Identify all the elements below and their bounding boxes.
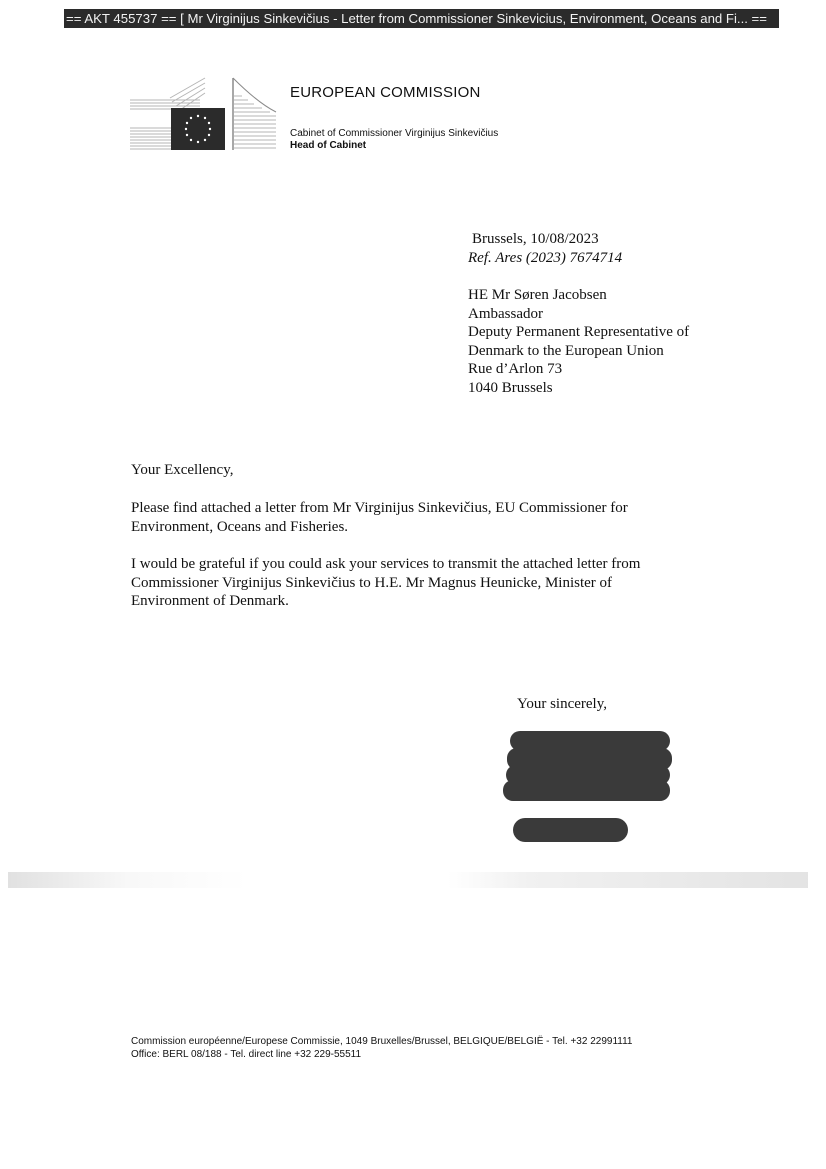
- recipient-address: [468, 286, 689, 398]
- salutation: Your Excellency,: [131, 462, 234, 478]
- footer-office: Office: BERL 08/188 - Tel. direct line +32 229-55511: [131, 1048, 362, 1060]
- body-paragraph: Please find attached a letter from Mr Virginijus Sinkevičius, EU Commissioner for Environment, Oceans and Fisheries.: [131, 500, 628, 535]
- body-paragraph: I would be grateful if you could ask your services to transmit the attached letter from Commissioner Virginijus Sinkevičius to H.E. Mr Magnus Heunicke, Minister of Environment of Denmark.: [131, 556, 641, 609]
- european-commission-logo: [130, 76, 278, 152]
- letter-date: Brussels, 10/08/2023: [472, 231, 599, 247]
- sender-role: Head of Cabinet: [290, 140, 367, 151]
- recipient-line: Deputy Permanent Representative of: [468, 324, 690, 341]
- redaction-block: [513, 818, 628, 842]
- document-reference-bar: == AKT 455737 == [ Mr Virginijus Sinkevičius - Letter from Commissioner Sinkevicius, Environment, Oceans and Fi... ==: [64, 9, 779, 28]
- organization-name: EUROPEAN COMMISSION: [290, 84, 481, 101]
- footer: [131, 1036, 632, 1061]
- recipient-line: Denmark to the European Union: [468, 342, 664, 359]
- date-reference-block: [468, 230, 622, 268]
- reference-number: Ref. Ares (2023) 7674714: [468, 250, 623, 266]
- recipient-line: HE Mr Søren Jacobsen: [468, 287, 607, 303]
- footer-address: Commission européenne/Europese Commissie, 1049 Bruxelles/Brussel, BELGIQUE/BELGIË - Tel. +32 22991111: [131, 1036, 633, 1047]
- cabinet-name: Cabinet of Commissioner Virginijus Sinkevičius: [290, 128, 499, 139]
- scan-artifact: [8, 872, 808, 888]
- recipient-line: Ambassador: [468, 305, 543, 322]
- closing: Your sincerely,: [517, 696, 607, 712]
- recipient-line: Rue d’Arlon 73: [468, 361, 563, 378]
- sender-block: [290, 128, 498, 152]
- redaction-block: [503, 780, 670, 801]
- recipient-line: 1040 Brussels: [468, 379, 553, 396]
